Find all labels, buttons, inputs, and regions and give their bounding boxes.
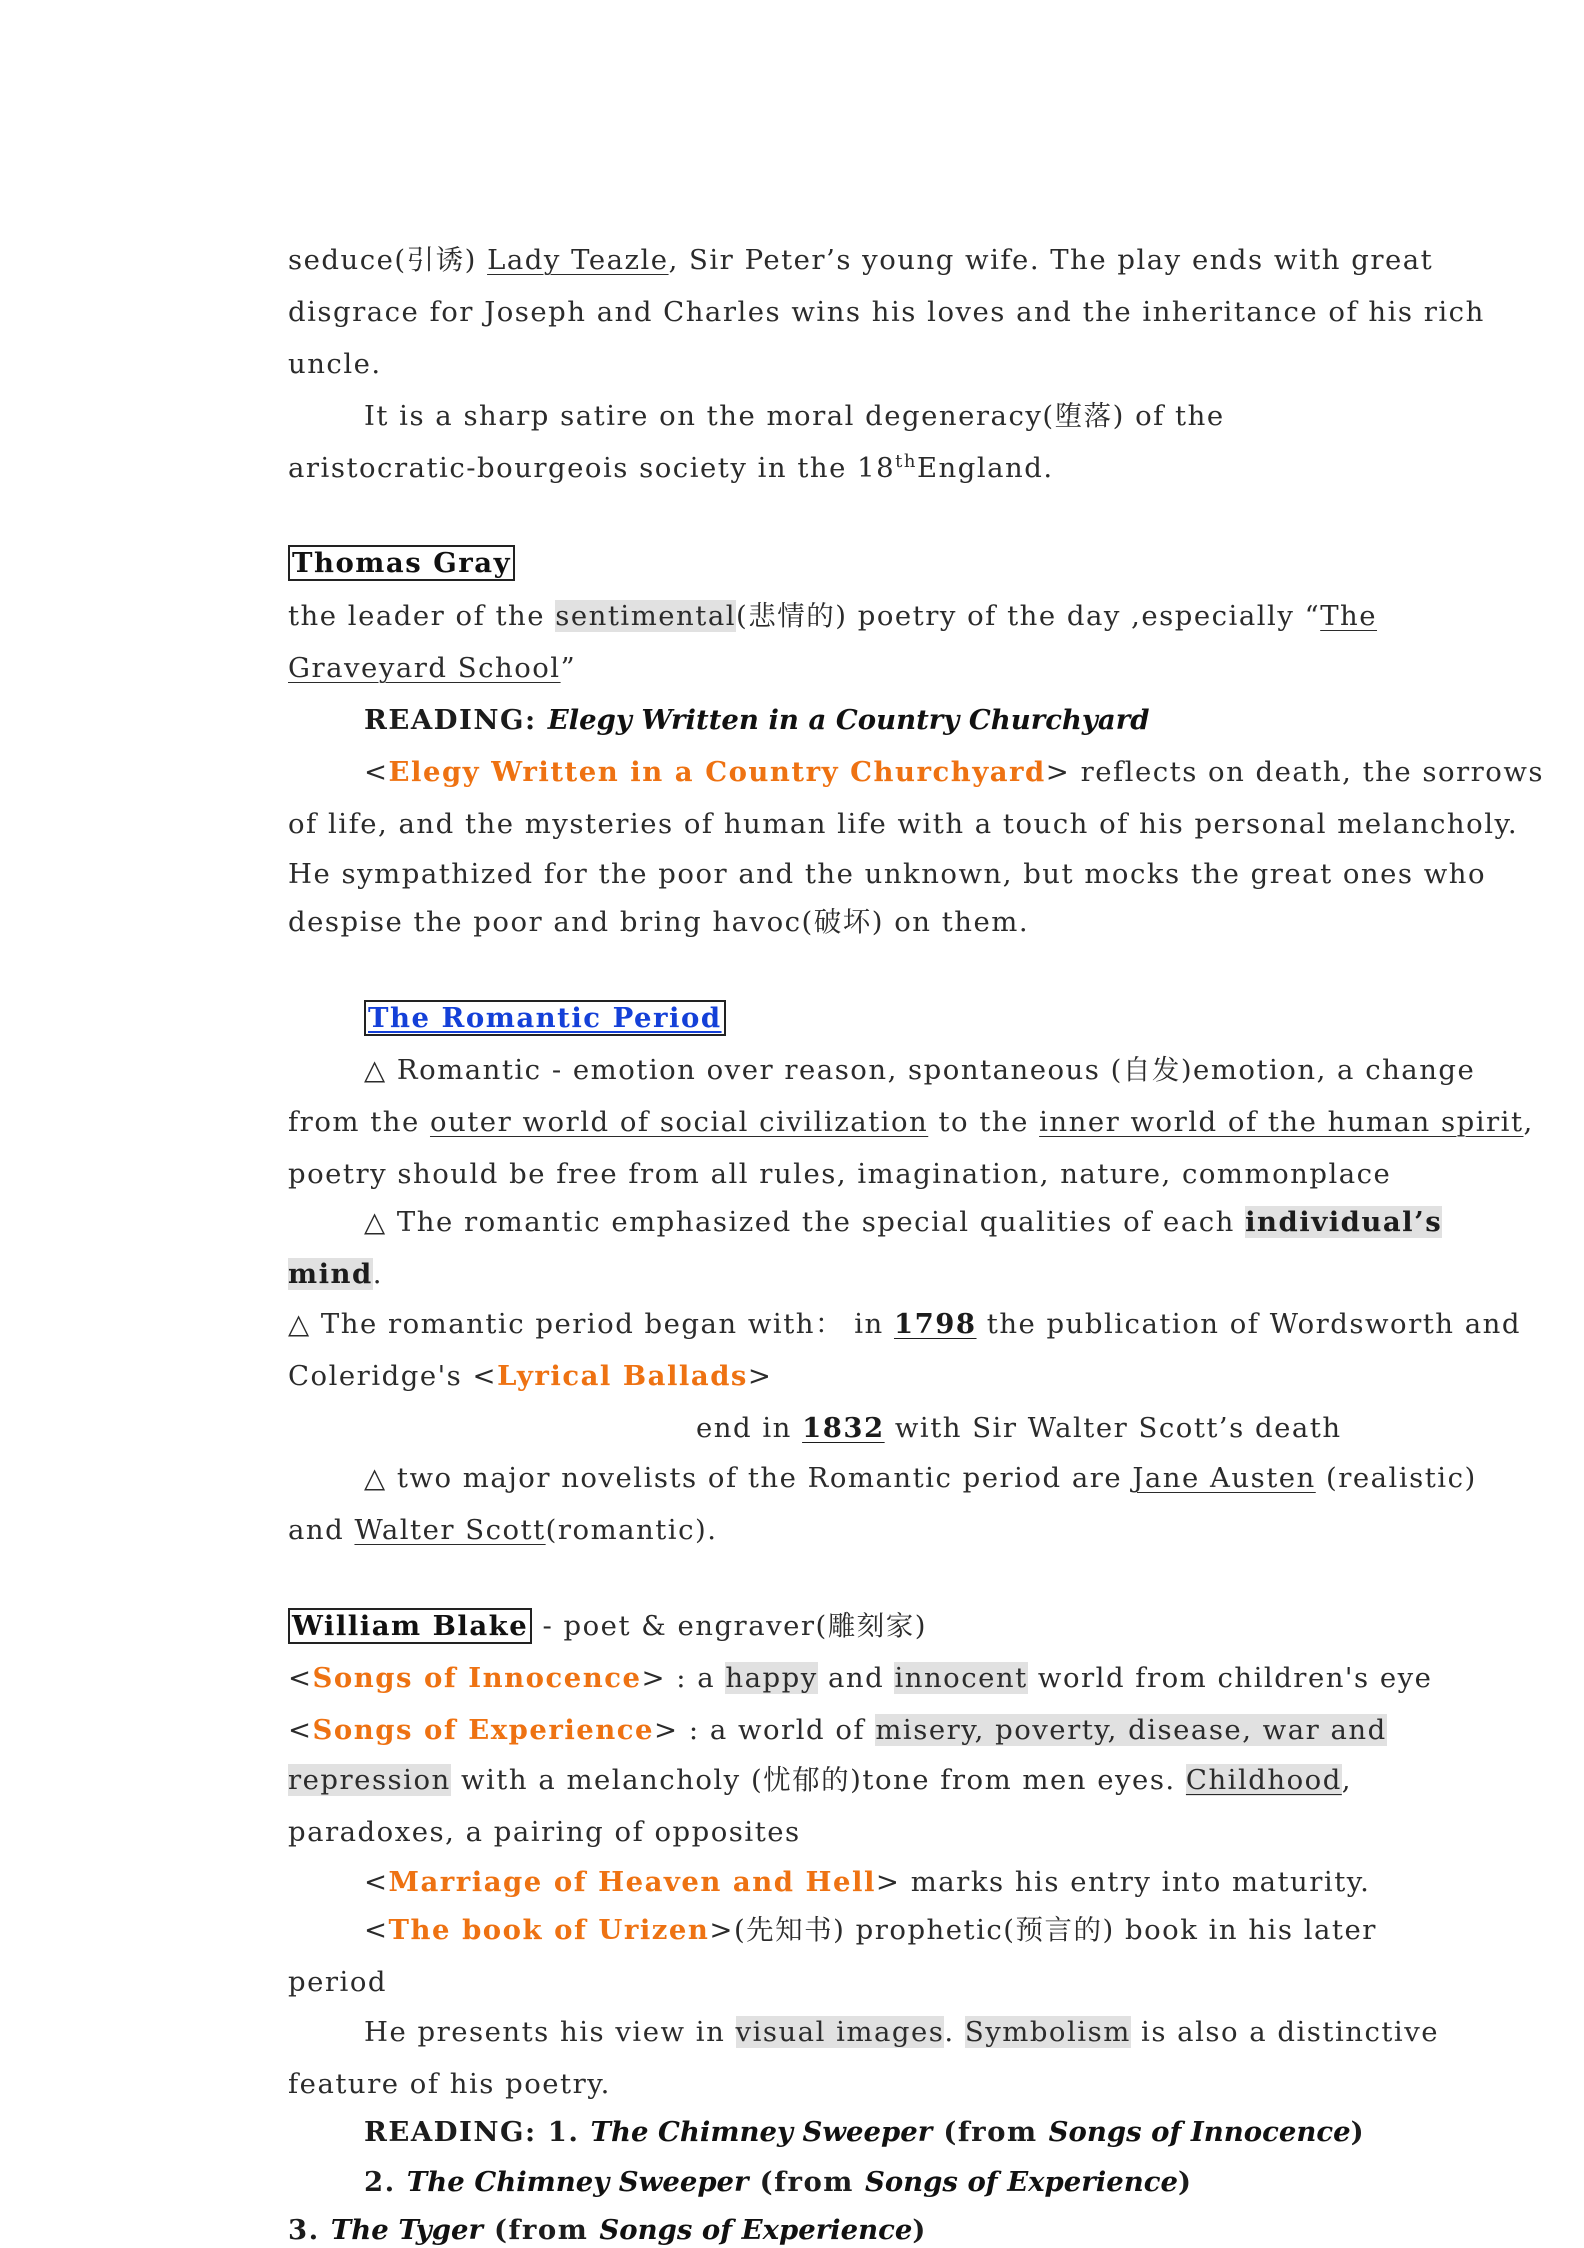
text-line — [364, 1864, 1370, 1900]
underlined-name: Lady Teazle — [487, 244, 669, 276]
highlighted-term: repression — [288, 1764, 451, 1796]
text: ) — [912, 2214, 927, 2246]
reading-title: Elegy Written in a Country Churchyard — [547, 704, 1150, 736]
highlighted-term: Symbolism — [964, 2016, 1131, 2048]
text-line: feature of his poetry. — [288, 2068, 611, 2100]
reading-number: 2. — [364, 2166, 407, 2198]
year: 1798 — [893, 1308, 977, 1340]
superscript: th — [895, 450, 917, 472]
underlined-name: Walter Scott — [354, 1514, 546, 1546]
text: (from — [932, 2116, 1049, 2148]
bracket: > — [875, 1866, 901, 1898]
bracket: < — [364, 1914, 389, 1946]
text-line — [288, 1256, 383, 1292]
bracket: < — [288, 1714, 313, 1746]
text: reflects on death, the sorrows — [1070, 756, 1545, 788]
text: (realistic) — [1315, 1462, 1477, 1494]
text: marks his entry into maturity. — [900, 1866, 1371, 1898]
highlighted-term: happy — [725, 1662, 818, 1694]
highlighted-term: mind — [288, 1258, 373, 1290]
text: : a — [666, 1662, 726, 1694]
text: (先知书) prophetic(预言的) book in his later — [733, 1914, 1377, 1946]
text: world from children's eye — [1027, 1662, 1433, 1694]
underlined-term: outer world of social civilization — [429, 1106, 929, 1138]
text-line: uncle. — [288, 348, 382, 380]
text-line: of life, and the mysteries of human life with a touch of his personal melancholy. — [288, 808, 1519, 840]
bracket: < — [364, 1866, 389, 1898]
reading-title: The Chimney Sweeper — [406, 2166, 749, 2198]
reading-source: Songs of Experience — [864, 2166, 1178, 2198]
boxed-heading: William Blake — [288, 1608, 532, 1644]
bracket: > — [641, 1662, 666, 1694]
text-line — [288, 1712, 1387, 1748]
text-line: It is a sharp satire on the moral degeneracy(堕落) of the — [364, 400, 1225, 432]
text-line — [288, 1306, 1521, 1342]
text: Coleridge's — [288, 1360, 473, 1392]
text: , Sir Peter’s young wife. The play ends with great — [668, 244, 1434, 276]
text: seduce(引诱) — [288, 244, 488, 276]
text: aristocratic-bourgeois society in the 18 — [288, 452, 896, 484]
text-line: poetry should be free from all rules, imagination, nature, commonplace — [288, 1158, 1392, 1190]
text: with a melancholy (忧郁的)tone from men eyes. — [450, 1764, 1186, 1796]
section-heading-william-blake — [288, 1608, 927, 1644]
text: the leader of the — [288, 600, 556, 632]
text-line — [288, 242, 1433, 278]
work-title: Elegy Written in a Country Churchyard — [388, 756, 1046, 788]
reading-line — [364, 2164, 1192, 2200]
section-heading-romantic-period — [364, 1000, 726, 1036]
highlighted-term: misery, poverty, disease, war and — [875, 1714, 1387, 1746]
text: England. — [916, 452, 1054, 484]
text: He presents his view in — [364, 2016, 736, 2048]
underlined-name: Jane Austen — [1132, 1462, 1316, 1494]
underlined-term: Childhood — [1185, 1764, 1342, 1796]
bracket: > — [1045, 756, 1071, 788]
text-line — [288, 598, 1377, 634]
text-line: △ Romantic - emotion over reason, spontaneous (自发)emotion, a change — [364, 1054, 1476, 1086]
reading-line — [364, 2114, 1365, 2150]
text: (from — [482, 2214, 600, 2246]
text-line — [364, 754, 1544, 790]
text-line — [288, 450, 1054, 486]
text-line: period — [288, 1966, 387, 1998]
reading-line — [288, 2212, 927, 2248]
bracket: > — [747, 1360, 773, 1392]
text: ) — [1350, 2116, 1366, 2148]
text: . — [944, 2016, 965, 2048]
text-line — [364, 2014, 1439, 2050]
reading-number: 3. — [288, 2214, 331, 2246]
bracket: < — [288, 1662, 313, 1694]
underlined-term: inner world of the human spirit — [1039, 1106, 1524, 1138]
text-line — [288, 650, 576, 686]
reading-label: READING: — [364, 704, 548, 736]
text-line — [364, 1204, 1442, 1240]
text: ) — [1177, 2166, 1193, 2198]
text: from the — [288, 1106, 430, 1138]
highlighted-term: visual images — [735, 2016, 945, 2048]
text-line — [288, 1104, 1534, 1140]
text: - poet & engraver(雕刻家) — [532, 1610, 928, 1642]
text-line — [364, 1912, 1377, 1948]
reading-title: The Tyger — [330, 2214, 483, 2246]
underlined-term: The — [1320, 600, 1378, 632]
highlighted-term: individual’s — [1245, 1206, 1443, 1238]
boxed-heading: Thomas Gray — [288, 545, 515, 581]
text: : a world of — [678, 1714, 876, 1746]
text: end in — [696, 1412, 803, 1444]
underlined-term: Graveyard School — [288, 652, 561, 684]
text: △ The romantic emphasized the special qualities of each — [364, 1206, 1246, 1238]
text-line — [288, 1512, 717, 1548]
text: ” — [560, 652, 577, 684]
text: △ two major novelists of the Romantic period are — [364, 1462, 1133, 1494]
text: and — [288, 1514, 355, 1546]
text-line — [696, 1410, 1342, 1446]
highlighted-term: innocent — [894, 1662, 1028, 1694]
text: . — [372, 1258, 384, 1290]
text: (from — [748, 2166, 865, 2198]
text-line — [288, 1762, 1352, 1798]
text: (悲情的) poetry of the day ,especially “ — [736, 600, 1321, 632]
text-line — [288, 1358, 772, 1394]
text-line — [364, 1460, 1477, 1496]
text: , — [1341, 1764, 1353, 1796]
bracket: > — [654, 1714, 679, 1746]
text: and — [817, 1662, 895, 1694]
text: (romantic). — [545, 1514, 718, 1546]
text: to the — [928, 1106, 1040, 1138]
reading-title: The Chimney Sweeper — [590, 2116, 933, 2148]
work-title: Songs of Innocence — [312, 1662, 642, 1694]
reading-source: Songs of Innocence — [1048, 2116, 1351, 2148]
text: △ The romantic period began with： in — [288, 1308, 894, 1340]
text-line: disgrace for Joseph and Charles wins his loves and the inheritance of his rich — [288, 296, 1485, 328]
text: the publication of Wordsworth and — [976, 1308, 1521, 1340]
work-title: The book of Urizen — [388, 1914, 710, 1946]
text-line: despise the poor and bring havoc(破坏) on them. — [288, 906, 1030, 938]
text-line — [288, 1660, 1432, 1696]
work-title: Lyrical Ballads — [497, 1360, 748, 1392]
year: 1832 — [802, 1412, 885, 1444]
work-title: Marriage of Heaven and Hell — [388, 1866, 876, 1898]
text-line: He sympathized for the poor and the unknown, but mocks the great ones who — [288, 858, 1487, 890]
bracket: < — [364, 756, 389, 788]
section-heading-thomas-gray — [288, 545, 515, 581]
boxed-heading: The Romantic Period — [364, 1000, 726, 1036]
reading-line — [364, 702, 1149, 738]
text-line: paradoxes, a pairing of opposites — [288, 1816, 801, 1848]
reading-source: Songs of Experience — [599, 2214, 913, 2246]
highlighted-term: sentimental — [555, 600, 737, 632]
text: , — [1523, 1106, 1534, 1138]
text: with Sir Walter Scott’s death — [884, 1412, 1342, 1444]
bracket: < — [472, 1360, 498, 1392]
work-title: Songs of Experience — [312, 1714, 655, 1746]
bracket: > — [709, 1914, 734, 1946]
reading-label: READING: 1. — [364, 2116, 591, 2148]
text: is also a distinctive — [1130, 2016, 1440, 2048]
